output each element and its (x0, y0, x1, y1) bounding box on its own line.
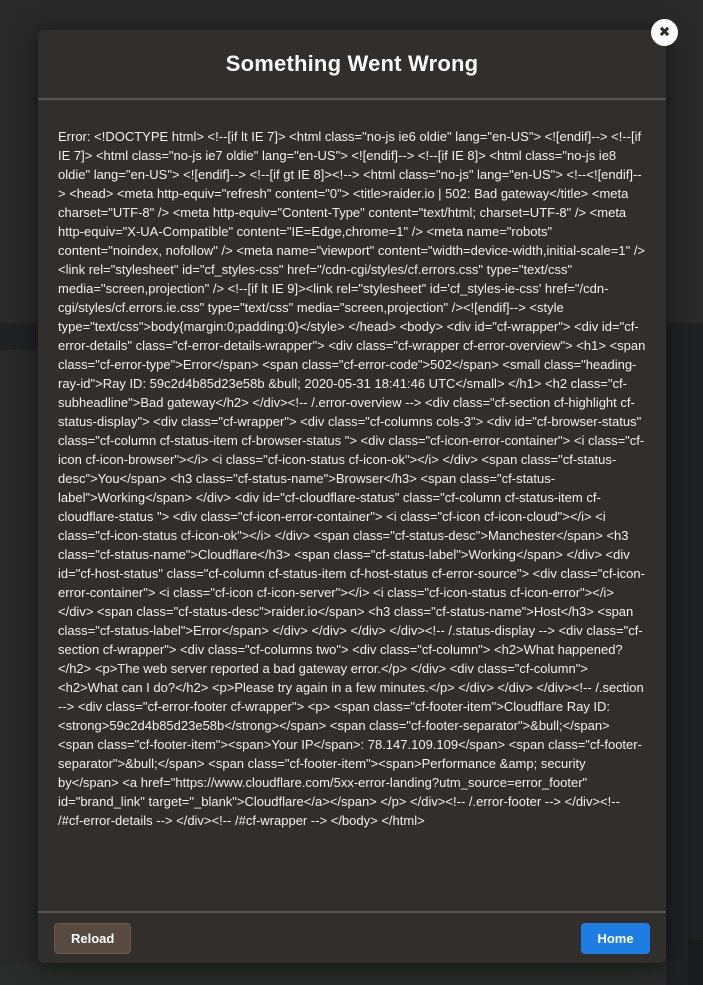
error-message-text: Error: <!DOCTYPE html> <!--[if lt IE 7]> <html class="no-js ie6 oldie" lang="en-US"> <![endif]--> <!--[if IE 7]> <html class="no-js ie7 oldie" lang="en-US"> <![endif]--> <!--[if IE 8]> <html class="no-js ie8 oldie" lang="en-US"> <![endif]--> <!--[if gt IE 8]><!--> <html class="no-js" lang="en-US"> <!--<![endif]--> <head> <meta http-equiv="refresh" content="0"> <title>raider.io | 502: Bad gateway</title> <meta charset="UTF-8" /> <meta http-equiv="Content-Type" content="text/html; charset=UTF-8" /> <meta http-equiv="X-UA-Compatible" content="IE=Edge,chrome=1" /> <meta name="robots" content="noindex, nofollow" /> <meta name="viewport" content="width=device-width,initial-scale=1" /> <link rel="stylesheet" id="cf_styles-css" href="/cdn-cgi/styles/cf.errors.css" type="text/css" media="screen,projection" /> <!--[if lt IE 9]><link rel="stylesheet" id='cf_styles-ie-css' href="/cdn-cgi/styles/cf.errors.ie.css" type="text/css" media="screen,projection" /><![endif]--> <style type="text/css">body{margin:0;padding:0}</style> </head> <body> <div id="cf-wrapper"> <div id="cf-error-details" class="cf-error-details-wrapper"> <div class="cf-wrapper cf-error-overview"> <h1> <span class="cf-error-type">Error</span> <span class="cf-error-code">502</span> <small class="heading-ray-id">Ray ID: 59c2d4b85d23e58b &bull; 2020-05-31 18:41:46 UTC</small> </h1> <h2 class="cf-subheadline">Bad gateway</h2> </div><!-- /.error-overview --> <div class="cf-section cf-highlight cf-status-display"> <div class="cf-wrapper"> <div class="cf-columns cols-3"> <div id="cf-browser-status" class="cf-column cf-status-item cf-browser-status "> <div class="cf-icon-error-container"> <i class="cf-icon cf-icon-browser"></i> <i class="cf-icon-status cf-icon-ok"></i> </div> <span class="cf-status-desc">You</span> <h3 class="cf-status-name">Browser</h3> <span class="cf-status-label">Working</span> </div> <div id="cf-cloudflare-status" class="cf-column cf-status-item cf-cloudflare-status "> <div class="cf-icon-error-container"> <i class="cf-icon cf-icon-cloud"></i> <i class="cf-icon-status cf-icon-ok"></i> </div> <span class="cf-status-desc">Manchester</span> <h3 class="cf-status-name">Cloudflare</h3> <span class="cf-status-label">Working</span> </div> <div id="cf-host-status" class="cf-column cf-status-item cf-host-status cf-error-source"> <div class="cf-icon-error-container"> <i class="cf-icon cf-icon-server"></i> <i class="cf-icon-status cf-icon-error"></i> </div> <span class="cf-status-desc">raider.io</span> <h3 class="cf-status-name">Host</h3> <span class="cf-status-label">Error</span> </div> </div> </div> </div><!-- /.status-display --> <div class="cf-section cf-wrapper"> <div class="cf-columns two"> <div class="cf-column"> <h2>What happened?</h2> <p>The web server reported a bad gateway error.</p> </div> <div class="cf-column"> <h2>What can I do?</h2> <p>Please try again in a few minutes.</p> </div> </div> </div><!-- /.section --> <div class="cf-error-footer cf-wrapper"> <p> <span class="cf-footer-item">Cloudflare Ray ID: <strong>59c2d4b85d23e58b</strong></span> <span class="cf-footer-separator">&bull;</span> <span class="cf-footer-item"><span>Your IP</span>: 78.147.109.109</span> <span class="cf-footer-separator">&bull;</span> <span class="cf-footer-item"><span>Performance &amp; security by</span> <a href="https://www.cloudflare.com/5xx-error-landing?utm_source=error_footer" id="brand_link" target="_blank">Cloudflare</a></span> </p> </div><!-- /.error-footer --> </div><!-- /#cf-error-details --> </div><!-- /#cf-wrapper --> </body> </html> (58, 129, 646, 828)
reload-button[interactable]: Reload (54, 923, 131, 954)
backdrop-bottom-strip (0, 963, 666, 985)
modal-footer (38, 911, 666, 963)
modal-title: Something Went Wrong (225, 51, 479, 76)
backdrop-right-column (666, 323, 703, 985)
close-button[interactable] (651, 19, 678, 46)
backdrop-bottom-right-strip (688, 940, 703, 985)
close-icon: ✖ (658, 24, 671, 40)
error-modal (38, 30, 666, 963)
modal-header (38, 30, 666, 100)
modal-body (38, 100, 666, 911)
home-button[interactable]: Home (581, 923, 650, 954)
